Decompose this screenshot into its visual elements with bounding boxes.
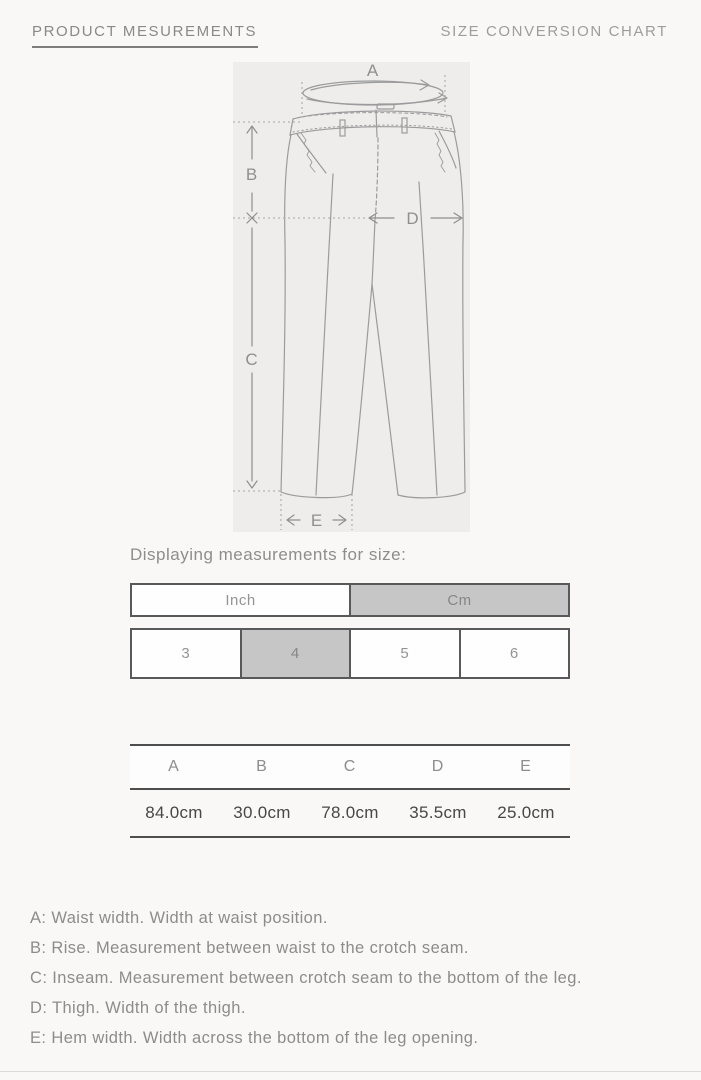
diagram-label-d: D (406, 209, 420, 228)
legend-line-c: C: Inseam. Measurement between crotch seam to the bottom of the leg. (30, 969, 582, 987)
legend-line-a: A: Waist width. Width at waist position. (30, 909, 328, 927)
pants-measurement-diagram (233, 62, 470, 532)
measurements-table (130, 744, 570, 838)
table-rule-bottom (130, 836, 570, 838)
active-tab-underline (32, 46, 258, 48)
tab-size-conversion-chart[interactable]: SIZE CONVERSION CHART (440, 23, 668, 40)
size-option-4[interactable]: 4 (240, 630, 350, 677)
size-option-5[interactable]: 5 (349, 630, 459, 677)
tab-product-measurements[interactable]: PRODUCT MESUREMENTS (32, 23, 258, 40)
size-selector (130, 628, 570, 679)
diagram-label-c: C (245, 350, 259, 369)
table-header-d: D (431, 758, 445, 775)
table-values-row (130, 790, 570, 836)
diagram-label-e: E (310, 511, 324, 530)
table-header-row (130, 746, 570, 788)
table-header-a: A (168, 758, 180, 775)
diagram-label-b: B (245, 165, 259, 184)
legend-line-b: B: Rise. Measurement between waist to the crotch seam. (30, 939, 469, 957)
size-prompt-label: Displaying measurements for size: (130, 545, 407, 564)
table-header-c: C (343, 758, 357, 775)
pants-diagram-svg (233, 62, 470, 532)
table-value-e: 25.0cm (497, 803, 555, 822)
table-value-b: 30.0cm (233, 803, 291, 822)
measurement-legend (30, 903, 582, 1053)
pants-outline (281, 104, 465, 498)
size-option-3[interactable]: 3 (181, 645, 191, 662)
unit-option-inch[interactable]: Inch (225, 591, 256, 609)
measurement-guide-lines (233, 75, 445, 530)
table-header-b: B (256, 758, 268, 775)
table-header-e: E (520, 758, 532, 775)
legend-line-d: D: Thigh. Width of the thigh. (30, 999, 246, 1017)
bottom-divider (0, 1071, 701, 1072)
unit-option-cm[interactable]: Cm (349, 585, 568, 615)
legend-line-e: E: Hem width. Width across the bottom of the leg opening. (30, 1029, 479, 1047)
diagram-label-a: A (366, 62, 380, 80)
size-option-6[interactable]: 6 (459, 630, 569, 677)
table-value-c: 78.0cm (321, 803, 379, 822)
table-value-a: 84.0cm (145, 803, 203, 822)
unit-selector (130, 583, 570, 617)
table-value-d: 35.5cm (409, 803, 467, 822)
waist-ellipse-arrows (303, 80, 447, 105)
